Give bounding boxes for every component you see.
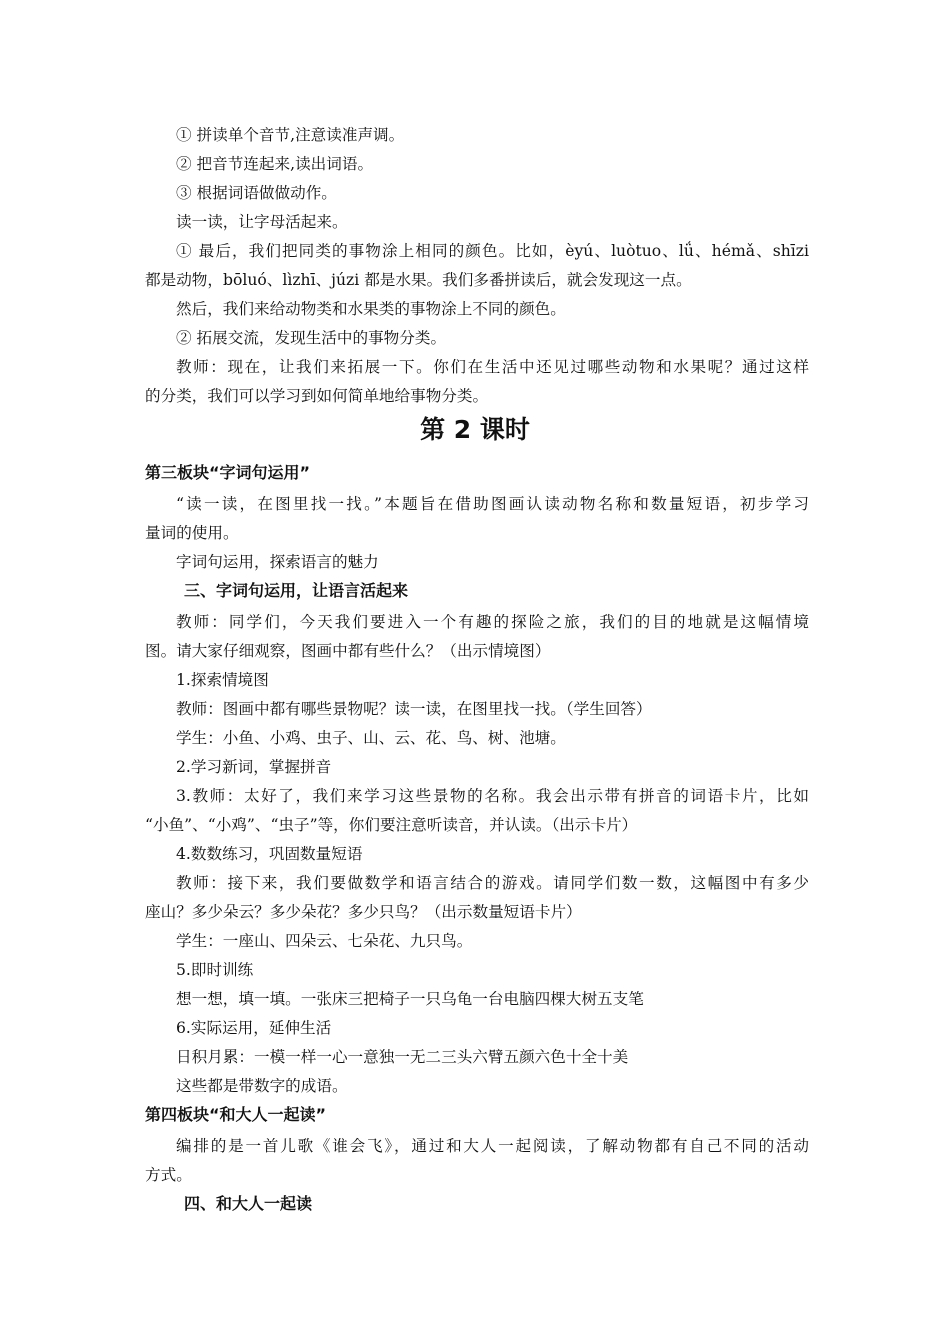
extend-exchange-line: ② 拓展交流，发现生活中的事物分类。 (176, 329, 447, 347)
teacher-counting-line-2: 座山？多少朵云？多少朵花？多少只鸟？（出示数量短语卡片） (145, 903, 582, 921)
color-classify-line-2: 都是动物，bōluó、lìzhī、júzi 都是水果。我们多番拼读后，就会发现这一点。 (145, 271, 692, 289)
section-4-intro-line-2: 方式。 (145, 1166, 192, 1184)
lesson-title: 第 2 课时 (420, 415, 530, 444)
step-act-words: ③ 根据词语做做动作。 (176, 184, 337, 202)
step-6-apply: 6.实际运用，延伸生活 (176, 1019, 332, 1037)
step-3-line-2: “小鱼”、“小鸡”、“虫子”等，你们要注意听读音，并认读。（出示卡片） (145, 816, 638, 834)
color-different-line: 然后，我们来给动物类和水果类的事物涂上不同的颜色。 (176, 300, 566, 318)
teacher-intro-line-2: 图。请大家仔细观察，图画中都有些什么？（出示情境图） (145, 642, 551, 660)
step-pinyin-syllable: ① 拼读单个音节,注意读准声调。 (176, 126, 405, 144)
idioms-line: 日积月累：一模一样一心一意独一无二三头六臂五颜六色十全十美 (176, 1048, 629, 1066)
teacher-intro-line-1: 教师：同学们，今天我们要进入一个有趣的探险之旅，我们的目的地就是这幅情境 (176, 613, 809, 631)
section-4-heading: 第四板块“和大人一起读” (145, 1105, 327, 1124)
step-2-new-words: 2.学习新词，掌握拼音 (176, 758, 332, 776)
section-4-subheading: 四、和大人一起读 (184, 1194, 313, 1213)
section-3-subheading: 三、字词句运用，让语言活起来 (184, 581, 409, 600)
section-3-heading: 第三板块“字词句运用” (145, 463, 311, 482)
step-5-practice: 5.即时训练 (176, 961, 254, 979)
section-4-intro-line-1: 编排的是一首儿歌《谁会飞》，通过和大人一起阅读，了解动物都有自己不同的活动 (176, 1137, 809, 1155)
teacher-question-line: 教师：图画中都有哪些景物呢？读一读，在图里找一找。（学生回答） (176, 700, 652, 718)
teacher-extend-line-2: 的分类，我们可以学习到如何简单地给事物分类。 (145, 387, 489, 405)
step-1-explore: 1.探索情境图 (176, 671, 269, 689)
color-classify-line-1: ① 最后，我们把同类的事物涂上相同的颜色。比如，èyú、luòtuo、lǘ、hémǎ、shīzi (176, 242, 809, 260)
teacher-extend-line-1: 教师：现在，让我们来拓展一下。你们在生活中还见过哪些动物和水果呢？通过这样 (176, 358, 809, 376)
idioms-note: 这些都是带数字的成语。 (176, 1077, 348, 1095)
section-3-intro-line-2: 量词的使用。 (145, 524, 239, 542)
read-letters-line: 读一读，让字母活起来。 (176, 213, 348, 231)
fill-in-exercise: 想一想，填一填。一张床三把椅子一只乌龟一台电脑四棵大树五支笔 (176, 990, 644, 1008)
student-counting-answer: 学生：一座山、四朵云、七朵花、九只鸟。 (176, 932, 473, 950)
step-3-line-1: 3.教师：太好了，我们来学习这些景物的名称。我会出示带有拼音的词语卡片，比如 (176, 787, 809, 805)
student-answer-line: 学生：小鱼、小鸡、虫子、山、云、花、鸟、树、池塘。 (176, 729, 566, 747)
section-3-theme: 字词句运用，探索语言的魅力 (176, 553, 379, 571)
step-connect-syllables: ② 把音节连起来,读出词语。 (176, 155, 374, 173)
teacher-counting-line-1: 教师：接下来，我们要做数学和语言结合的游戏。请同学们数一数，这幅图中有多少 (176, 874, 809, 892)
section-3-intro-line-1: “读一读，在图里找一找。”本题旨在借助图画认读动物名称和数量短语，初步学习 (176, 495, 809, 513)
step-4-counting: 4.数数练习，巩固数量短语 (176, 845, 363, 863)
